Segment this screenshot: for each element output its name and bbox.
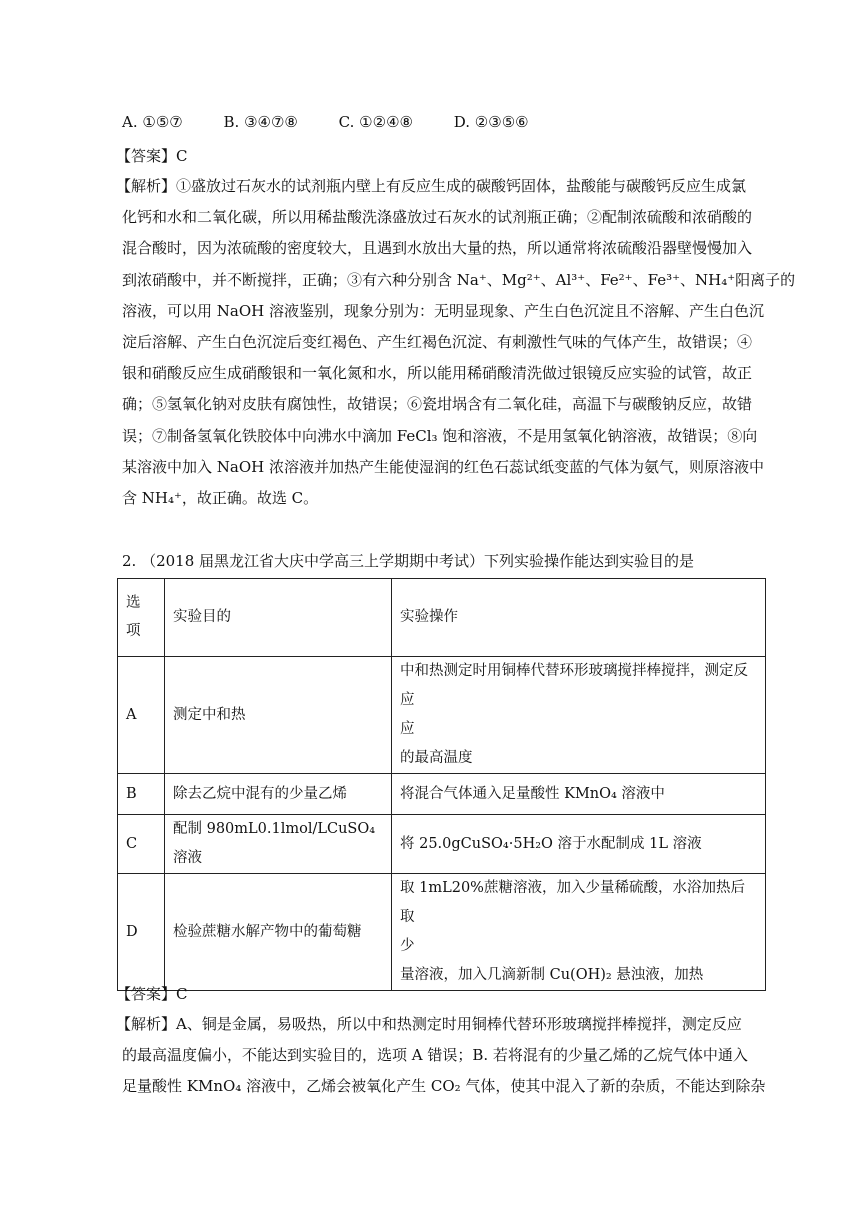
analysis-1 <box>116 171 796 514</box>
answer-options <box>122 112 565 132</box>
row-operation: 将 25.0gCuSO₄·5H₂O 溶于水配制成 1L 溶液 <box>392 815 766 874</box>
analysis-1-line: 银和硝酸反应生成硝酸银和一氧化氮和水，所以能用稀硝酸清洗做过银镜反应实验的试管，故正 <box>122 364 753 383</box>
header-operation: 实验操作 <box>392 579 766 657</box>
analysis-1-line: 化钙和水和二氧化碳，所以用稀盐酸洗涤盛放过石灰水的试剂瓶正确；②配制浓硫酸和浓硝酸的 <box>122 208 753 227</box>
analysis-1-line: 确；⑤氢氧化钠对皮肤有腐蚀性，故错误；⑥瓷坩埚含有二氧化硅，高温下与碳酸钠反应，故错 <box>122 395 753 414</box>
row-operation <box>392 874 766 991</box>
question-2: 2. （2018 届黑龙江省大庆中学高三上学期期中考试）下列实验操作能达到实验目的是 <box>122 552 695 570</box>
answer-1: 【答案】C <box>116 147 188 165</box>
option-d: D. ②③⑤⑥ <box>453 113 529 131</box>
analysis-1-line: 含 NH₄⁺，故正确。故选 C。 <box>122 489 319 508</box>
option-a: A. ①⑤⑦ <box>122 113 183 131</box>
analysis-1-line: 溶液，可以用 NaOH 溶液鉴别，现象分别为：无明显现象、产生白色沉淀且不溶解、产生白色沉 <box>122 301 764 320</box>
analysis-1-line: 到浓硝酸中，并不断搅拌，正确；③有六种分别含 Na⁺、Mg²⁺、Al³⁺、Fe²⁺、Fe³⁺、NH₄⁺阳离子的 <box>122 270 796 289</box>
operation-line: 应 <box>400 721 415 737</box>
table-row <box>118 815 766 874</box>
row-option: A <box>118 657 165 774</box>
analysis-2-line: 足量酸性 KMnO₄ 溶液中，乙烯会被氧化产生 CO₂ 气体，使其中混入了新的杂质，不能达到除杂 <box>122 1077 766 1096</box>
header-purpose: 实验目的 <box>165 579 392 657</box>
option-c: C. ①②④⑧ <box>338 113 413 131</box>
operation-line: 量溶液，加入几滴新制 Cu(OH)₂ 悬浊液，加热 <box>400 967 704 983</box>
experiment-table <box>117 578 766 991</box>
row-purpose: 测定中和热 <box>165 657 392 774</box>
option-b: B. ③④⑦⑧ <box>223 113 298 131</box>
row-option: D <box>118 874 165 991</box>
row-purpose: 配制 980mL0.1lmol/LCuSO₄ 溶液 <box>165 815 392 874</box>
row-operation: 将混合气体通入足量酸性 KMnO₄ 溶液中 <box>392 774 766 815</box>
row-operation <box>392 657 766 774</box>
analysis-1-line: 淀后溶解、产生白色沉淀后变红褐色、产生红褐色沉淀、有刺激性气味的气体产生，故错误；④ <box>122 333 753 352</box>
row-option: B <box>118 774 165 815</box>
analysis-1-line: 某溶液中加入 NaOH 浓溶液并加热产生能使湿润的红色石蕊试纸变蓝的气体为氨气，则原溶液中 <box>122 457 764 476</box>
table-row <box>118 774 766 815</box>
analysis-2 <box>116 1009 766 1103</box>
operation-line: 少 <box>400 938 415 954</box>
operation-line: 取 1mL20%蔗糖溶液，加入少量稀硫酸，水浴加热后取 <box>400 880 745 925</box>
row-purpose: 除去乙烷中混有的少量乙烯 <box>165 774 392 815</box>
table-row <box>118 657 766 774</box>
analysis-1-line: 【解析】①盛放过石灰水的试剂瓶内壁上有反应生成的碳酸钙固体，盐酸能与碳酸钙反应生成氯 <box>116 177 747 195</box>
table-row <box>118 874 766 991</box>
analysis-2-line: 的最高温度偏小，不能达到实验目的，选项 A 错误；B. 若将混有的少量乙烯的乙烷气体中通入 <box>122 1046 748 1065</box>
answer-2: 【答案】C <box>116 985 188 1003</box>
analysis-1-line: 误；⑦制备氢氧化铁胶体中向沸水中滴加 FeCl₃ 饱和溶液，不是用氢氧化钠溶液，故错误；⑧向 <box>122 426 758 445</box>
operation-line: 的最高温度 <box>400 750 473 766</box>
operation-line: 中和热测定时用铜棒代替环形玻璃搅拌棒搅拌，测定反应 <box>400 663 748 708</box>
header-option: 选项 <box>118 579 165 657</box>
row-purpose: 检验蔗糖水解产物中的葡萄糖 <box>165 874 392 991</box>
row-option: C <box>118 815 165 874</box>
analysis-1-line: 混合酸时，因为浓硫酸的密度较大，且遇到水放出大量的热，所以通常将浓硫酸沿器壁慢慢加入 <box>122 239 753 258</box>
analysis-2-line: 【解析】A、铜是金属，易吸热，所以中和热测定时用铜棒代替环形玻璃搅拌棒搅拌，测定反应 <box>116 1015 742 1033</box>
table-header-row <box>118 579 766 657</box>
